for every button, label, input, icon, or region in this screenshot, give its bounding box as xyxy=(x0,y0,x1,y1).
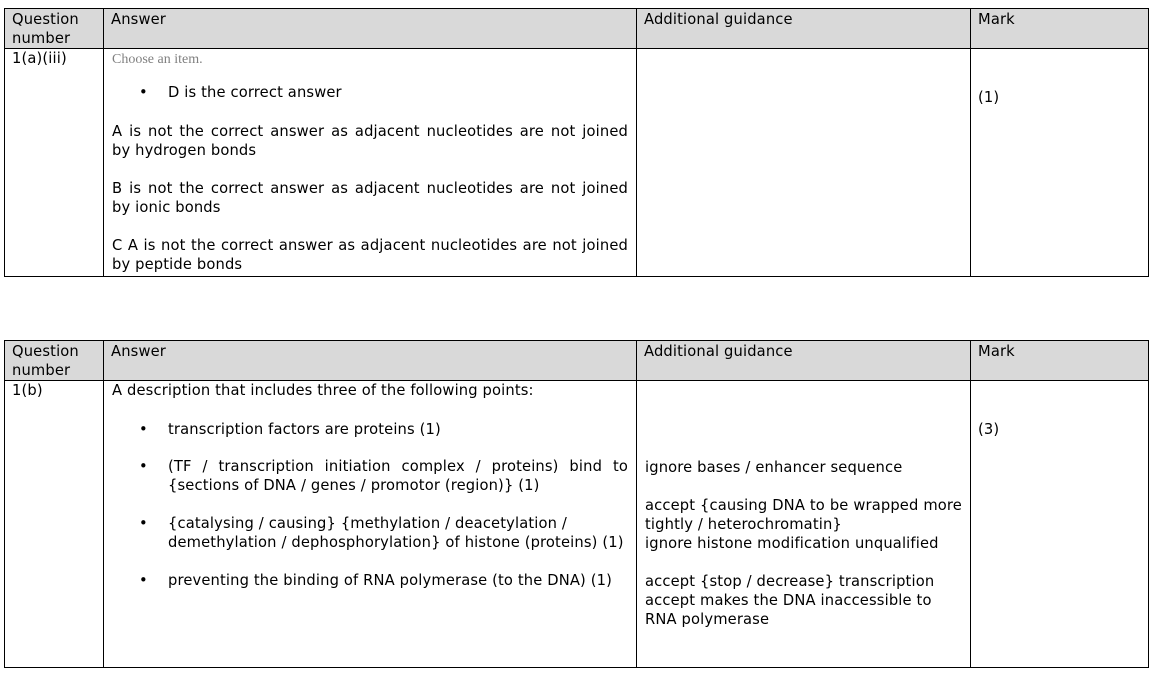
guidance-accept-stop: accept {stop / decrease} transcription xyxy=(645,573,935,590)
point-1 xyxy=(112,420,628,439)
guidance-ignore-bases: ignore bases / enhancer sequence xyxy=(645,459,903,476)
header-question-number: Question number xyxy=(5,341,104,381)
answer-intro: A description that includes three of the following points: xyxy=(112,382,534,399)
point-3-text: {catalysing / causing} {methylation / deacetylation / demethylation / dephosphorylation} of histone (proteins) (1) xyxy=(168,515,624,551)
point-2-text: (TF / transcription initiation complex / proteins) bind to {sections of DNA / genes / promotor (region)} (1) xyxy=(168,458,628,494)
point-2 xyxy=(112,457,628,495)
guidance-ignore-histone: ignore histone modification unqualified xyxy=(645,535,939,552)
question-number: 1(a)(iii) xyxy=(12,50,67,67)
question-number-cell xyxy=(5,49,104,277)
guidance-cell xyxy=(637,381,971,668)
mark-cell xyxy=(971,49,1149,277)
guidance-accept-wrapped: accept {causing DNA to be wrapped more tightly / heterochromatin} xyxy=(645,497,962,533)
header-additional-guidance: Additional guidance xyxy=(637,341,971,381)
choose-item-dropdown[interactable]: Choose an item. xyxy=(112,52,203,67)
correct-answer-bullet xyxy=(112,83,628,102)
question-number: 1(b) xyxy=(12,382,43,399)
header-additional-guidance: Additional guidance xyxy=(637,9,971,49)
point-3 xyxy=(112,514,628,552)
point-1-text: transcription factors are proteins (1) xyxy=(168,421,441,438)
answer-cell xyxy=(104,381,637,668)
correct-answer-text: D is the correct answer xyxy=(168,84,342,101)
mark-scheme-table-2 xyxy=(4,340,1149,668)
header-question-number: Question number xyxy=(5,9,104,49)
guidance-cell xyxy=(637,49,971,277)
header-mark: Mark xyxy=(971,341,1149,381)
explanation-a: A is not the correct answer as adjacent nucleotides are not joined by hydrogen bonds xyxy=(112,123,628,159)
explanation-b: B is not the correct answer as adjacent nucleotides are not joined by ionic bonds xyxy=(112,180,628,216)
question-number-cell xyxy=(5,381,104,668)
guidance-accept-inaccessible: accept makes the DNA inaccessible to RNA polymerase xyxy=(645,592,932,628)
mark-value: (1) xyxy=(978,89,1000,106)
header-answer: Answer xyxy=(104,9,637,49)
header-answer: Answer xyxy=(104,341,637,381)
mark-value: (3) xyxy=(978,421,1000,438)
header-mark: Mark xyxy=(971,9,1149,49)
point-4 xyxy=(112,571,628,590)
explanation-c: C A is not the correct answer as adjacent nucleotides are not joined by peptide bonds xyxy=(112,237,628,273)
mark-cell xyxy=(971,381,1149,668)
mark-scheme-table-1 xyxy=(4,8,1149,277)
answer-cell xyxy=(104,49,637,277)
point-4-text: preventing the binding of RNA polymerase (to the DNA) (1) xyxy=(168,572,613,589)
